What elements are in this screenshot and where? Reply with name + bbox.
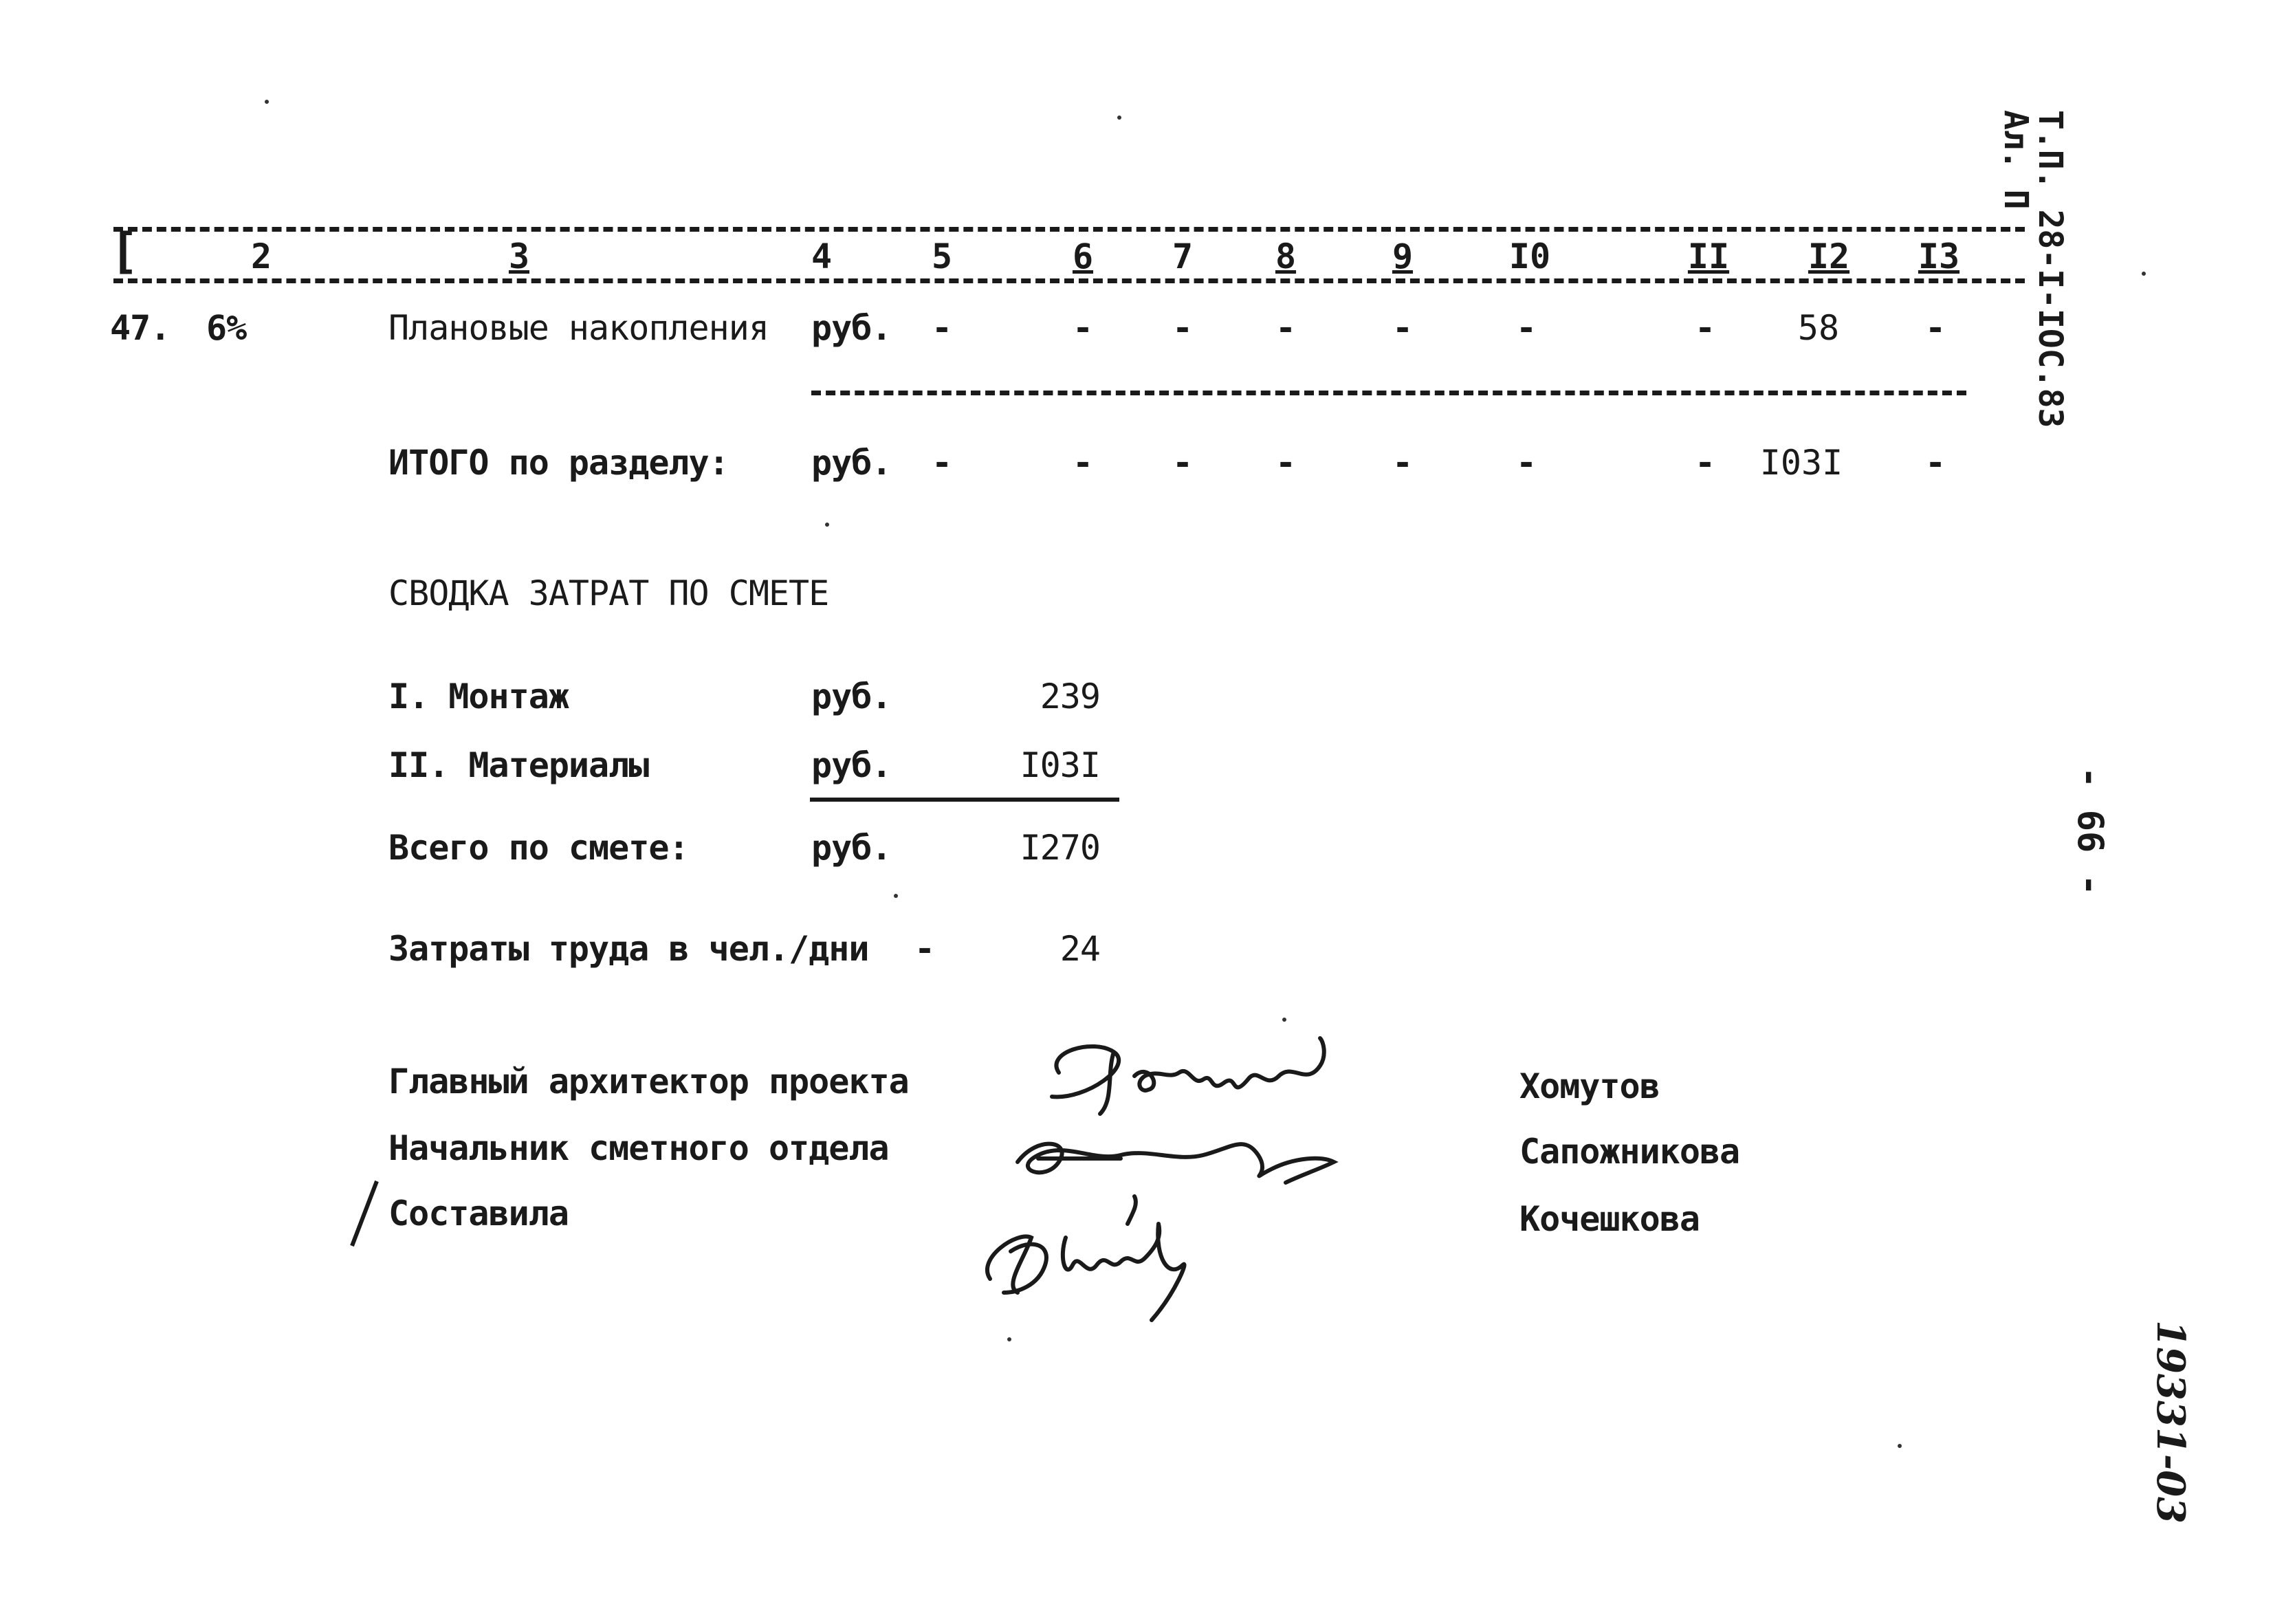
row-47-col6: - [1072, 308, 1094, 348]
row-47-col11: - [1694, 308, 1716, 348]
summary-item-materials-unit: руб. [811, 745, 892, 785]
side-sheet-label: Ал. П [1997, 110, 2035, 210]
table-left-bracket: [ [110, 223, 139, 279]
col-num-3: 3 [508, 237, 530, 276]
scan-speck [825, 523, 829, 527]
labor-value: 24 [1059, 929, 1100, 969]
side-page-number: - 66 - [2069, 767, 2111, 896]
section-total-label: ИТОГО по разделу: [388, 443, 729, 483]
section-total-col11: - [1694, 443, 1716, 483]
col-num-4: 4 [811, 237, 833, 276]
scan-speck [1898, 1444, 1902, 1448]
section-total-col5: - [931, 443, 953, 483]
subtotal-rule [811, 391, 1966, 395]
col-num-10: I0 [1508, 237, 1551, 276]
section-total-col12: I03I [1759, 443, 1843, 483]
section-total-col6: - [1072, 443, 1094, 483]
row-47-col8: - [1275, 308, 1297, 348]
signature-role-compiled-by: Составила [388, 1194, 569, 1233]
handwritten-signature-khomutov [1031, 1024, 1348, 1134]
col-num-13: I3 [1918, 237, 1960, 276]
handwritten-signature-kocheshkova [963, 1183, 1224, 1341]
signature-name-khomutov: Хомутов [1519, 1066, 1660, 1106]
row-47-rate: 6% [206, 308, 247, 348]
signature-name-sapozhnikova: Сапожникова [1519, 1132, 1740, 1172]
row-47-col13: - [1924, 308, 1946, 348]
col-num-8: 8 [1275, 237, 1297, 276]
summary-total-value: I270 [1020, 828, 1100, 868]
signature-role-estimate-head: Начальник сметного отдела [388, 1128, 889, 1168]
col-num-5: 5 [931, 237, 953, 276]
scan-speck [1007, 1337, 1011, 1341]
row-47-col12: 58 [1797, 308, 1840, 348]
section-total-col13: - [1924, 443, 1946, 483]
scan-speck [1282, 1018, 1286, 1022]
scan-speck [265, 100, 269, 104]
col-num-11: II [1687, 237, 1730, 276]
summary-item-materials-value: I03I [1020, 745, 1100, 785]
section-total-col8: - [1275, 443, 1297, 483]
row-47-number: 47. [110, 308, 171, 348]
row-47-col7: - [1172, 308, 1194, 348]
scan-speck [894, 894, 898, 898]
section-total-col10: - [1515, 443, 1537, 483]
summary-item-materials-label: II. Материалы [388, 745, 649, 785]
row-47-unit: руб. [811, 308, 892, 348]
row-47-col5: - [931, 308, 953, 348]
summary-item-montage-value: 239 [1040, 677, 1100, 716]
table-header-bottom-rule [113, 278, 2025, 283]
labor-dash: - [914, 929, 935, 969]
signature-role-chief-architect: Главный архитектор проекта [388, 1062, 909, 1101]
section-total-unit: руб. [811, 443, 892, 483]
summary-total-label: Всего по смете: [388, 828, 689, 868]
col-num-2: 2 [250, 237, 272, 276]
col-num-9: 9 [1392, 237, 1414, 276]
side-inventory-number: 19331-03 [2148, 1320, 2193, 1524]
summary-sum-rule [810, 798, 1119, 802]
scan-speck [1117, 116, 1121, 120]
summary-item-montage-unit: руб. [811, 677, 892, 716]
side-doc-code: Т.П. 28-I-IOC.83 [2031, 110, 2069, 428]
col-num-7: 7 [1172, 237, 1194, 276]
section-total-col9: - [1392, 443, 1414, 483]
col-num-12: I2 [1808, 237, 1850, 276]
table-top-rule [113, 227, 2025, 232]
summary-total-unit: руб. [811, 828, 892, 868]
section-total-col7: - [1172, 443, 1194, 483]
row-47-col10: - [1515, 308, 1537, 348]
col-num-6: 6 [1072, 237, 1094, 276]
labor-label: Затраты труда в чел./дни [388, 929, 869, 969]
row-47-name: Плановые накопления [388, 308, 769, 348]
summary-heading: СВОДКА ЗАТРАТ ПО СМЕТЕ [388, 573, 829, 613]
compiled-by-slash-mark [344, 1176, 385, 1251]
summary-item-montage-label: I. Монтаж [388, 677, 569, 716]
signature-name-kocheshkova: Кочешкова [1519, 1199, 1700, 1239]
row-47-col9: - [1392, 308, 1414, 348]
scan-speck [2142, 272, 2146, 276]
